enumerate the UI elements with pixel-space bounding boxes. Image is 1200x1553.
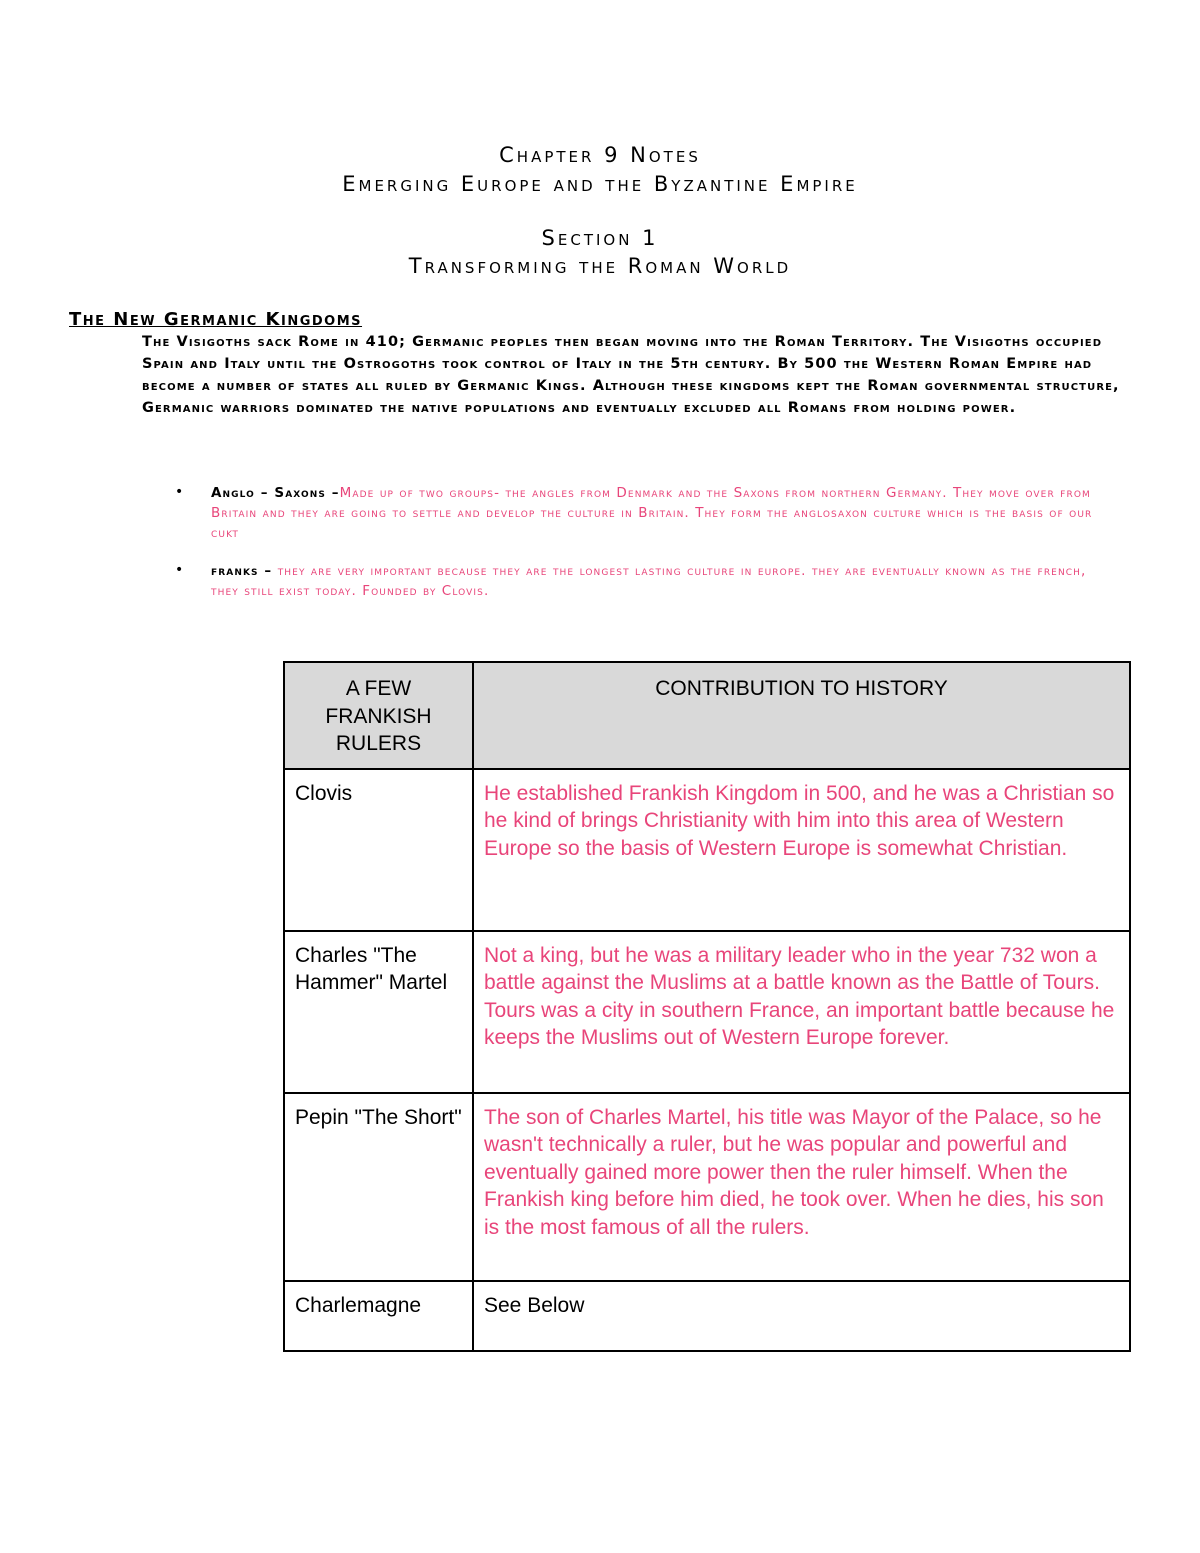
header-contribution bbox=[473, 662, 1130, 769]
ruler-contribution: The son of Charles Martel, his title was Mayor of the Palace, so he wasn't technically a ruler, but he was popular and powerful and eventually gained more power then the ruler himself. When the Frankish king before him died, he took over. When he dies, his son is the most famous of all the rulers. bbox=[473, 1093, 1130, 1281]
kingdoms-heading: The New Germanic Kingdoms bbox=[69, 309, 363, 330]
section-title: Transforming the Roman World bbox=[408, 254, 792, 278]
table-row bbox=[284, 1281, 1130, 1351]
chapter-title: Chapter 9 Notes bbox=[499, 143, 701, 167]
chapter-subtitle: Emerging Europe and the Byzantine Empire bbox=[342, 172, 858, 196]
ruler-contribution: Not a king, but he was a military leader who in the year 732 won a battle against the Muslims at a battle known as the Battle of Tours. Tours was a city in southern France, an important battle because he keeps the Muslims out of Western Europe forever. bbox=[473, 931, 1130, 1093]
ruler-contribution: See Below bbox=[473, 1281, 1130, 1351]
frankish-rulers-table bbox=[283, 661, 1131, 1352]
bullet-anglo-saxons bbox=[211, 483, 1116, 543]
table-row bbox=[284, 931, 1130, 1093]
bullet-note: they are very important because they are the longest lasting culture in europe. they are eventually known as the french, they still exist today. Founded by Clovis. bbox=[211, 563, 1087, 599]
header-rulers bbox=[284, 662, 473, 769]
bullet-note: Made up of two groups- the angles from Denmark and the Saxons from northern Germany. They move over from Britain and they are going to settle and develop the culture in Britain. They form the anglosaxon culture which is the basis of our cukt bbox=[211, 485, 1093, 541]
bullet-franks bbox=[211, 561, 1116, 601]
bullet-term: franks – bbox=[211, 563, 273, 579]
ruler-contribution: He established Frankish Kingdom in 500, and he was a Christian so he kind of brings Christianity with him into this area of Western Europe so the basis of Western Europe is somewhat Christian. bbox=[473, 769, 1130, 931]
ruler-name: Pepin "The Short" bbox=[284, 1093, 473, 1281]
table-row bbox=[284, 1093, 1130, 1281]
table-header-row bbox=[284, 662, 1130, 769]
header-contribution-label: CONTRIBUTION TO HISTORY bbox=[655, 677, 948, 700]
ruler-name: Charles "The Hammer" Martel bbox=[284, 931, 473, 1093]
bullet-dot-anglo-saxons: • bbox=[175, 484, 184, 500]
section-number: Section 1 bbox=[541, 226, 659, 250]
ruler-name: Charlemagne bbox=[284, 1281, 473, 1351]
ruler-name: Clovis bbox=[284, 769, 473, 931]
header-rulers-label: A FEW FRANKISH RULERS bbox=[325, 677, 432, 755]
bullet-dot-franks: • bbox=[175, 562, 184, 578]
kingdoms-paragraph: The Visigoths sack Rome in 410; Germanic peoples then began moving into the Roman Territory. The Visigoths occupied Spain and Italy until the Ostrogoths took control of Italy in the 5th century. By 500 the Western Roman Empire had become a number of states all ruled by Germanic Kings. Although these kingdoms kept the Roman governmental structure, Germanic warriors dominated the native populations and eventually excluded all Romans from holding power. bbox=[142, 334, 1120, 416]
table-row bbox=[284, 769, 1130, 931]
bullet-term: Anglo – Saxons – bbox=[211, 485, 340, 501]
